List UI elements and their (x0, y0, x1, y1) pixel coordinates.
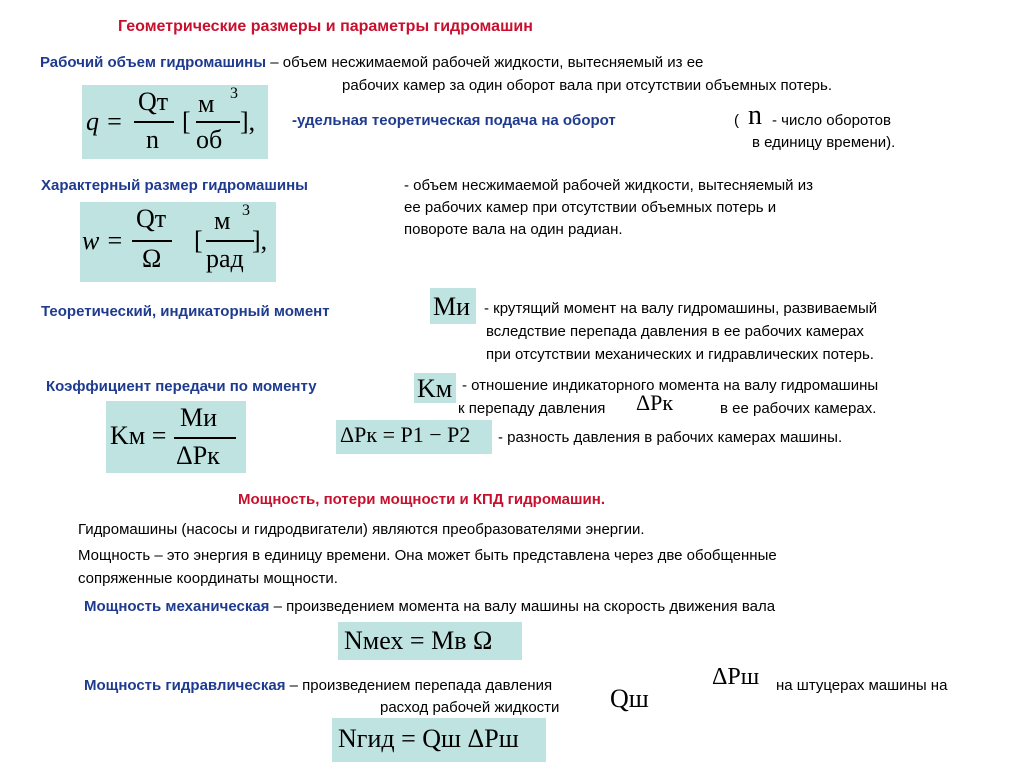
hyd-q-symbol: Qш (610, 684, 649, 713)
formula-w-bracket-close: ], (252, 226, 268, 255)
formula-dp-text: ΔPк = P1 − P2 (340, 422, 471, 447)
paren-open: ( (734, 112, 739, 129)
formula-dp (336, 420, 492, 454)
hyd-power-def: – произведением перепада давления (285, 677, 553, 694)
moment-symbol: Mи (433, 292, 471, 321)
formula-nhyd (332, 718, 546, 762)
formula-km-denominator: ΔPк (176, 441, 220, 470)
hyd-power-term: Мощность гидравлическая (84, 677, 286, 694)
dp-desc: - разность давления в рабочих камерах машины. (498, 429, 843, 446)
mech-power-def: – произведением момента на валу машины на скорость движения вала (269, 598, 776, 615)
working-volume-definition (40, 53, 703, 72)
working-volume-term: Рабочий объем гидромашины (40, 54, 267, 71)
formula-w-unit-num: м (214, 206, 231, 235)
formula-nmech-text: Nмех = Mв Ω (344, 626, 493, 655)
hyd-dp-symbol: ΔPш (712, 664, 760, 690)
n-desc-1: - число оборотов (772, 112, 891, 129)
moment-def-2: вследствие перепада давления в ее рабочих камерах (486, 323, 864, 340)
formula-q-unit-num: м (198, 89, 215, 118)
formula-q-bracket-open: [ (182, 107, 191, 136)
hyd-power-def-2: на штуцерах машины на (776, 677, 948, 694)
formula-q (82, 85, 268, 159)
power-para-1: Гидромашины (насосы и гидродвигатели) являются преобразователями энергии. (78, 521, 645, 538)
moment-term: Теоретический, индикаторный момент (41, 303, 330, 320)
working-volume-def-1: – объем несжимаемой рабочей жидкости, вытесняемый из ее (266, 54, 704, 71)
formula-nhyd-text: Nгид = Qш ΔPш (338, 724, 519, 753)
formula-w-denominator: Ω (142, 244, 162, 273)
formula-w-unit-pow: 3 (242, 202, 250, 219)
formula-km-numerator: Mи (180, 403, 218, 432)
transfer-coef-def-2b: в ее рабочих камерах. (720, 400, 877, 417)
dp-symbol: ΔPк (636, 390, 674, 415)
power-para-3: сопряженные координаты мощности. (78, 570, 338, 587)
formula-q-unit-pow: 3 (230, 85, 238, 102)
formula-w-lhs: w = (82, 226, 124, 255)
power-section-title: Мощность, потери мощности и КПД гидромашин. (238, 491, 605, 508)
transfer-coef-def-2a: к перепаду давления (458, 400, 606, 417)
n-symbol: n (748, 100, 762, 131)
formula-w-unit-den: рад (206, 244, 244, 273)
transfer-coef-def-1: - отношение индикаторного момента на валу гидромашины (462, 377, 879, 394)
moment-def-1: - крутящий момент на валу гидромашины, развиваемый (484, 300, 878, 317)
transfer-coef-symbol: Kм (417, 374, 453, 403)
formula-q-denominator: n (146, 125, 159, 154)
formula-km (106, 401, 246, 473)
char-size-def-1: - объем несжимаемой рабочей жидкости, вытесняемый из (404, 177, 813, 194)
formula-w-numerator: Qт (136, 204, 167, 233)
hyd-power-def-3: расход рабочей жидкости (380, 699, 560, 716)
page-title: Геометрические размеры и параметры гидромашин (118, 18, 533, 35)
n-desc-2: в единицу времени). (752, 134, 896, 151)
transfer-coef-symbol-box (414, 373, 456, 403)
mech-power-definition (84, 597, 775, 616)
hyd-power-definition (84, 676, 552, 695)
specific-delivery-desc: -удельная теоретическая подача на оборот (292, 112, 616, 129)
mech-power-term: Мощность механическая (84, 598, 270, 615)
formula-w (80, 202, 276, 282)
formula-q-bracket-close: ], (240, 107, 256, 136)
formula-nmech (338, 622, 522, 660)
formula-km-lhs: Kм = (110, 421, 167, 450)
char-size-def-3: повороте вала на один радиан. (404, 221, 623, 238)
working-volume-def-2: рабочих камер за один оборот вала при отсутствии объемных потерь. (342, 77, 832, 94)
formula-q-numerator: Qт (138, 87, 169, 116)
formula-q-lhs: q = (86, 107, 124, 136)
transfer-coef-term: Коэффициент передачи по моменту (46, 378, 317, 395)
moment-def-3: при отсутствии механических и гидравлических потерь. (486, 346, 874, 363)
formula-q-unit-den: об (196, 125, 223, 154)
char-size-def-2: ее рабочих камер при отсутствии объемных потерь и (404, 199, 777, 216)
char-size-term: Характерный размер гидромашины (41, 177, 308, 194)
power-para-2: Мощность – это энергия в единицу времени. Она может быть представлена через две обобщенные (78, 547, 777, 564)
moment-symbol-box (430, 288, 476, 324)
formula-w-bracket-open: [ (194, 226, 203, 255)
